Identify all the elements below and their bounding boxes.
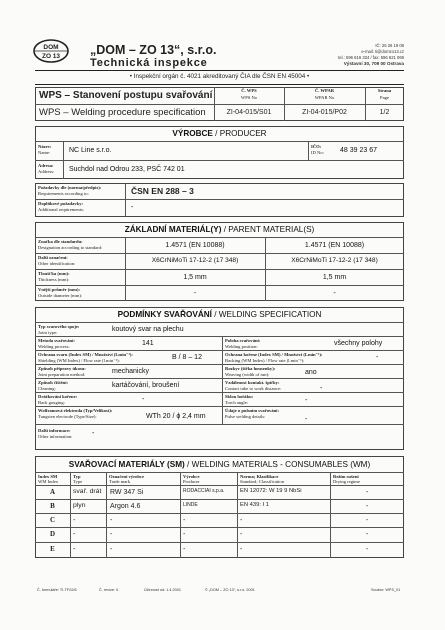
table-row-c-index: C	[49, 516, 56, 524]
requirements-label: Požadavky dle (norma/předpis):	[38, 185, 102, 190]
col-standard-header: Norma; Klasifikace	[240, 474, 279, 479]
ws-prep-value: mechanicky	[112, 368, 149, 375]
requirements-divider-v	[125, 183, 126, 217]
footer-revision: Č. revize: 0	[99, 588, 119, 592]
producer-ico: 48 39 23 67	[340, 147, 377, 154]
table-row-d-standard: -	[240, 531, 243, 538]
ws-divider-4	[35, 378, 404, 379]
ws-divider-2	[35, 350, 404, 351]
ws-info-label-en: Other information:	[38, 434, 73, 439]
ws-process-label-en: Welding process:	[38, 344, 70, 349]
ws-process-label: Metoda svařování:	[38, 338, 75, 343]
requirements-value: ČSN EN 288 – 3	[131, 186, 194, 196]
pm-divider-3	[35, 285, 404, 286]
footer-copyright: © „DOM – ZO 13“, s.r.o. 2001	[205, 588, 255, 592]
company-subtitle: Technická inspekce	[90, 57, 208, 69]
joint-type-value: koutový svar na plechu	[112, 326, 184, 333]
company-name: „DOM – ZO 13“, s.r.o.	[90, 43, 217, 57]
producer-heading: VÝROBCE / PRODUCER	[172, 129, 267, 138]
cons-col-v1	[70, 472, 71, 558]
joint-type-label-en: Joint type:	[38, 330, 58, 335]
ico-label-en: ID No:	[311, 150, 324, 155]
table-row-c-standard: -	[240, 517, 243, 524]
footer-form-no: Č. formuláře: TI-TF02/6	[37, 588, 77, 592]
table-row-b-drying: -	[365, 503, 369, 510]
ws-divider-3	[35, 364, 404, 365]
pm-designation-1: 1.4571 (EN 10088)	[165, 242, 225, 249]
table-row-b-standard: EN 439: I 1	[240, 502, 270, 508]
ws-cleaning-label-en: Cleaning:	[38, 386, 56, 391]
producer-divider-v1	[63, 141, 64, 179]
ws-gouging-label: Drážkování kořene:	[38, 394, 78, 399]
col-drying-header: Režim sušení	[333, 474, 359, 479]
wpar-no-label: Č. WPAR	[314, 88, 335, 93]
ws-weaving-value: ano	[305, 369, 317, 376]
ws-contact-value: -	[320, 385, 323, 392]
table-row-d-drying: -	[365, 531, 369, 538]
table-row-c-producer: -	[183, 517, 186, 524]
pm-diameter-label: Vnější průměr (mm):	[38, 287, 81, 292]
pm-other-id-1: X6CrNiMoTi 17-12-2 (17 348)	[151, 257, 239, 264]
ws-cleaning-value: kartáčování, broušení	[112, 382, 180, 389]
name-label-en: Name:	[38, 150, 51, 155]
address-label: Adresa:	[38, 163, 54, 168]
table-row-e-drying: -	[365, 546, 369, 553]
table-row-a-trademark: RW 347 Si	[110, 489, 144, 496]
ws-divider-7	[35, 424, 404, 425]
contact-email: e-mail: ti@domzo13.cz	[361, 49, 404, 54]
parent-material-heading: ZÁKLADNÍ MATERIÁL(Y) / PARENT MATERIAL(S)	[124, 225, 315, 234]
ws-electrode-label-en: Tungsten electrode (Type/Size):	[38, 414, 97, 419]
additional-req-label: Doplňkové požadavky:	[38, 201, 84, 206]
col-index-header-en: WM Index	[38, 479, 59, 484]
pm-thickness-label-en: Thickness (mm):	[38, 277, 70, 282]
ws-info-value: -	[92, 430, 95, 437]
table-row-c-trademark: -	[110, 517, 113, 524]
ws-cleaning-label: Způsob čištění:	[38, 380, 68, 385]
ws-shielding-label-en: Shielding (WM Index) / Flow rate (l.min⁻¹):	[38, 358, 120, 363]
ws-prep-label: Způsob přípravy úkosu:	[38, 366, 86, 371]
ws-pulse-value: -	[305, 416, 308, 423]
accreditation-divider	[35, 84, 404, 85]
ws-pulse-label: Údaje o pulsním svařování:	[225, 408, 279, 413]
title-divider-h	[35, 104, 404, 105]
col-trademark-header-en: Trade mark	[109, 479, 131, 484]
pm-diameter-1: -	[193, 290, 197, 297]
ws-divider-6	[35, 406, 404, 407]
table-row-e-type: -	[73, 546, 76, 553]
table-row-a-producer: RODACCIAI s.p.a.	[183, 488, 225, 494]
table-row-d-type: -	[73, 531, 76, 538]
ico-label: IČO:	[311, 144, 322, 149]
table-row-d-producer: -	[183, 531, 186, 538]
ws-backing-value: -	[376, 354, 379, 361]
address-label-en: Address:	[38, 169, 55, 174]
ws-shielding-value: B / 8 – 12	[172, 354, 202, 361]
producer-name: NC Line s.r.o.	[69, 147, 112, 154]
ws-contact-label: Vzdálenost kontakt. špičky:	[225, 380, 280, 385]
cons-col-v2	[106, 472, 107, 558]
svg-text:DOM: DOM	[43, 44, 59, 51]
wps-no-label: Č. WPS	[241, 88, 257, 93]
name-label: Název:	[38, 144, 52, 149]
col-type-header: Typ	[73, 474, 81, 479]
ws-gouging-value: -	[142, 396, 145, 403]
ws-divider-mid	[222, 336, 223, 424]
ws-shielding-label: Ochrana svaru (Index SM) / Množství (Lmin⁻¹):	[38, 352, 133, 357]
ws-info-label: Další informace:	[38, 428, 71, 433]
ws-position-value: všechny polohy	[334, 340, 383, 347]
pm-designation-label: Značka dle standardu:	[38, 239, 83, 244]
table-row-e-producer: -	[183, 546, 186, 553]
ws-backing-label: Ochrana kořene (Index SM) / Množství (Lmin⁻¹):	[225, 352, 323, 357]
additional-req-label-en: Additional requirements:	[38, 207, 85, 212]
ws-torch-value: -	[305, 397, 308, 404]
pm-divider-1	[35, 253, 404, 254]
consumables-heading: SVAŘOVACÍ MATERIÁLY (SM) / WELDING MATERIALS - CONSUMABLES (WM)	[68, 460, 371, 469]
requirements-label-en: Requirements according to:	[38, 191, 89, 196]
wpar-number: ZI-04-015/P02	[302, 109, 347, 116]
ws-divider-5	[35, 392, 404, 393]
col-producer-header: Výrobce	[183, 474, 200, 479]
pm-divider-2	[35, 269, 404, 270]
ws-position-label-en: Welding position:	[225, 344, 258, 349]
producer-divider-1	[35, 141, 404, 142]
cons-divider-1	[35, 485, 404, 486]
pm-diameter-2: -	[333, 290, 336, 297]
ws-electrode-value: WTh 20 / ϕ 2,4 mm	[146, 413, 206, 420]
svg-text:ZO 13: ZO 13	[41, 53, 61, 60]
col-type-header-en: Type	[73, 479, 83, 484]
col-standard-header-en: Standard; Classification	[240, 479, 285, 484]
welding-spec-heading: PODMÍNKY SVAŘOVÁNÍ / WELDING SPECIFICATION	[117, 310, 322, 319]
table-row-a-type: svař. drát	[73, 488, 102, 495]
pm-divider-0	[35, 237, 404, 238]
table-row-d-trademark: -	[110, 531, 113, 538]
header-divider	[35, 70, 404, 71]
table-row-b-trademark: Argon 4.6	[110, 503, 141, 510]
ws-prep-label-en: Joint preparation method:	[38, 372, 86, 377]
cons-divider-0	[35, 472, 404, 473]
ws-torch-label: Sklon hořáku:	[225, 394, 254, 399]
accreditation-note: • Inspekční orgán č. 4021 akreditovaný ČIA dle ČSN EN 45004 •	[129, 73, 310, 80]
contact-address: Výstavní 30, 709 00 Ostrava	[343, 61, 404, 66]
producer-divider-v2	[308, 141, 309, 160]
pm-thickness-1: 1,5 mm	[183, 274, 207, 281]
table-row-e-standard: -	[240, 546, 243, 553]
table-row-b-type: plyn	[73, 502, 86, 509]
cons-divider-4	[35, 527, 404, 528]
ws-torch-label-en: Torch angle:	[225, 400, 249, 405]
contact-ic: IČ: 25 26 19 08	[375, 43, 404, 48]
joint-type-label: Typ svarového spoje:	[38, 324, 80, 329]
footer-effective-date: Účinnost od: 1.4.2001	[144, 588, 181, 592]
pm-other-id-label-en: Other identification:	[38, 261, 76, 266]
page-label: Strana	[377, 88, 392, 93]
pm-designation-2: 1.4571 (EN 10088)	[304, 242, 365, 249]
title-cz: WPS – Stanovení postupu svařování	[39, 90, 213, 101]
cons-divider-3	[35, 513, 404, 514]
ws-divider-1	[35, 336, 404, 337]
wps-no-label-en: WPS No	[240, 95, 258, 100]
table-row-e-index: E	[50, 545, 55, 553]
wpar-no-label-en: WPAR No	[314, 95, 335, 100]
ws-divider-0	[35, 322, 404, 323]
pm-other-id-label: Další označení:	[38, 255, 68, 260]
col-index-header: Index SM	[38, 474, 58, 479]
pm-thickness-2: 1,5 mm	[322, 274, 347, 281]
ws-weaving-label: Rozkyv (šířka housenky):	[225, 366, 276, 371]
table-row-a-index: A	[49, 488, 56, 496]
ws-contact-label-en: Contact tube to work distance:	[225, 386, 282, 391]
cons-divider-5	[35, 542, 404, 543]
ws-backing-label-en: Backing (WM Index) / Flow rate (l.min⁻¹):	[225, 358, 305, 363]
page-label-en: Page	[380, 95, 389, 100]
producer-address: Suchdol nad Odrou 233, PSČ 742 01	[69, 166, 185, 173]
ws-gouging-label-en: Back gouging:	[38, 400, 65, 405]
ws-weaving-label-en: Weaving (width of run):	[225, 372, 270, 377]
ws-pulse-label-en: Pulse welding details:	[225, 414, 266, 419]
cons-divider-2	[35, 499, 404, 500]
requirements-divider	[35, 199, 404, 200]
pm-other-id-2: X6CrNiMoTi 17-12-2 (17 348)	[291, 257, 378, 264]
table-row-a-standard: EN 12072: W 19 9 NbSi	[240, 488, 302, 494]
table-row-c-type: -	[73, 517, 76, 524]
wps-number: ZI-04-015/S01	[226, 109, 272, 116]
additional-req-value: -	[131, 204, 134, 211]
pm-designation-label-en: Designation according to standard:	[38, 245, 103, 250]
table-row-e-trademark: -	[110, 546, 113, 553]
ws-position-label: Poloha svařování:	[225, 338, 261, 343]
producer-divider-2	[35, 160, 404, 161]
cons-col-v3	[180, 472, 181, 558]
contact-phone: tel.: 596 616 334 / fax: 596 621 069	[338, 55, 404, 60]
table-row-b-producer: LINDE	[183, 502, 198, 508]
ws-process-value: 141	[142, 340, 154, 347]
col-trademark-header: Označení výrobce	[109, 474, 145, 479]
title-en: WPS – Welding procedure specification	[39, 107, 206, 118]
pm-diameter-label-en: Outside diameter (mm):	[38, 293, 83, 298]
ws-electrode-label: Wolframová elektroda (Typ/Velikost):	[38, 408, 113, 413]
table-row-b-index: B	[50, 502, 55, 510]
dom-zo13-logo	[31, 36, 71, 68]
page-number: 1/2	[379, 109, 390, 116]
table-row-c-drying: -	[365, 517, 369, 524]
cons-col-v4	[237, 472, 238, 558]
table-row-d-index: D	[49, 530, 56, 538]
table-row-a-drying: -	[365, 489, 369, 496]
col-producer-header-en: Producer	[183, 479, 200, 484]
footer-file: Soubor: WPS_01	[371, 588, 401, 592]
col-drying-header-en: Drying regime	[333, 479, 360, 484]
pm-thickness-label: Tloušťka (mm):	[38, 271, 70, 276]
